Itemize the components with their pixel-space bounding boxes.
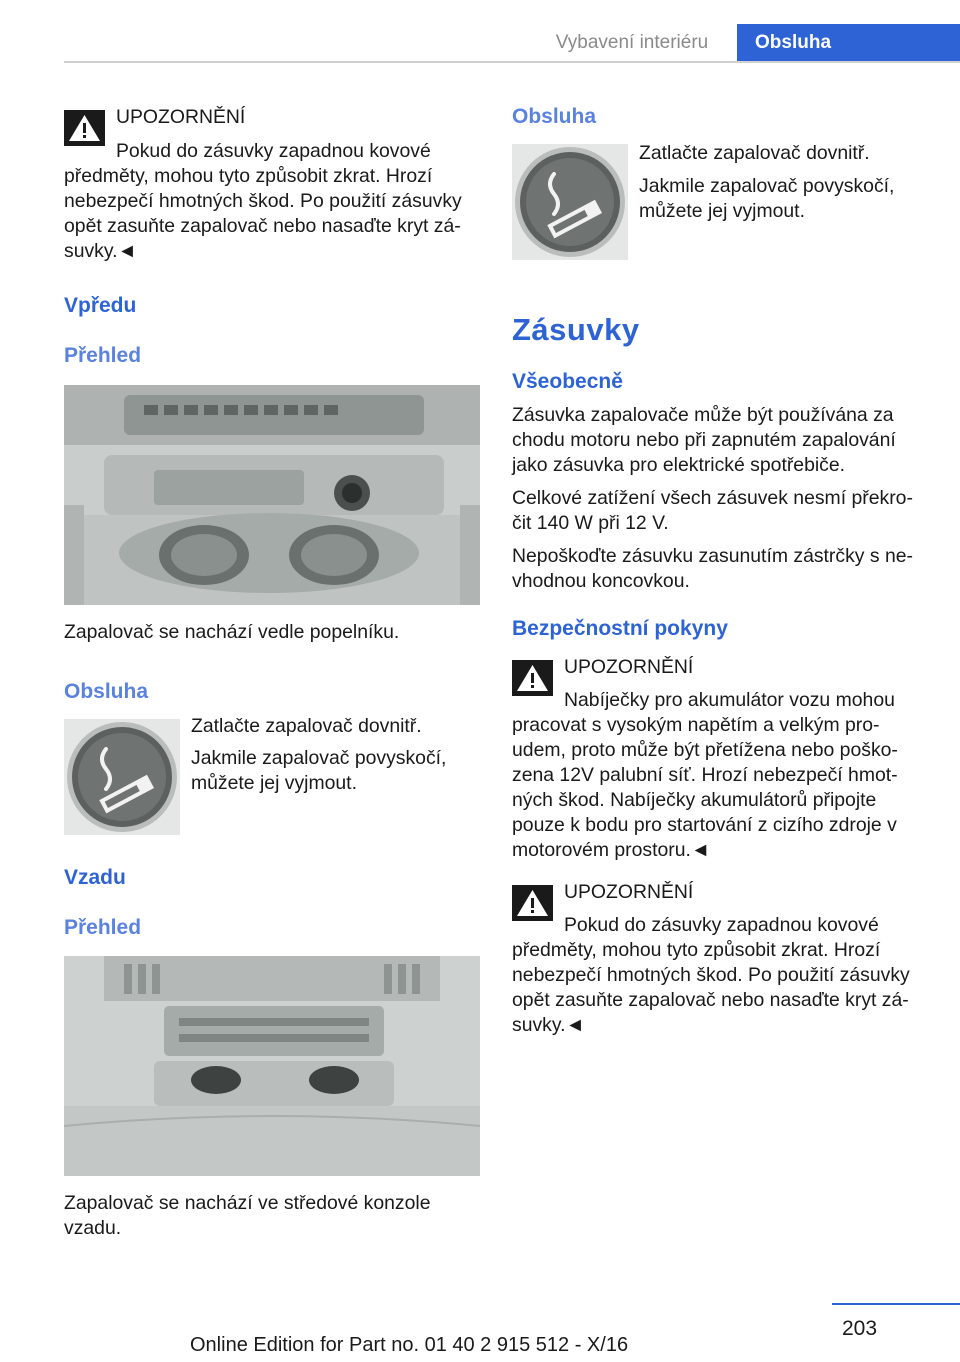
warning-text-line: opět zasuňte zapalovač nebo nasaďte kryt zá‐ [64, 215, 461, 237]
subheading-general: Všeobecně [512, 370, 623, 393]
chapter-heading-sockets: Zásuvky [512, 312, 640, 347]
subheading-operation-front: Obsluha [64, 680, 149, 703]
warning-text-line: Pokud do zásuvky zapadnou kovové [564, 914, 879, 936]
rear-console-photo [64, 956, 480, 1176]
front-console-photo [64, 385, 480, 605]
body-text-line: Nepoškoďte zásuvku zasunutím zástrčky s ne‐ [512, 545, 913, 567]
warning-text-line: opět zasuňte zapalovač nebo nasaďte kryt zá‐ [512, 989, 909, 1011]
subheading-overview-rear: Přehled [64, 916, 142, 939]
operation-text-line: Zatlačte zapalovač dovnitř. [191, 715, 422, 737]
warning-text-line: ných škod. Nabíječky akumulátorů připojte [512, 789, 877, 811]
section-heading-front: Vpředu [64, 294, 137, 317]
warning-text-line: předměty, mohou tyto způsobit zkrat. Hrozí [512, 939, 881, 961]
operation-text-line: můžete jej vyjmout. [191, 772, 357, 794]
warning-title: UPOZORNĚNÍ [116, 106, 246, 128]
warning-title: UPOZORNĚNÍ [564, 881, 694, 903]
rear-photo-caption: vzadu. [64, 1217, 122, 1239]
body-text-line: vhodnou koncovkou. [512, 570, 690, 592]
body-text-line: Zásuvka zapalovače může být používána za [512, 404, 894, 426]
section-heading-rear: Vzadu [64, 866, 126, 889]
operation-text-line: můžete jej vyjmout. [639, 200, 805, 222]
warning-text-line: motorovém prostoru.◄ [512, 839, 711, 861]
warning-icon [512, 660, 553, 696]
warning-text-line: zena 12V palubní síť. Hrozí nebezpečí hmot‐ [512, 764, 898, 786]
warning-text-line: suvky.◄ [64, 240, 137, 262]
warning-text-line: pracovat s vysokým napětím a velkým pro‐ [512, 714, 880, 736]
subheading-operation-rear: Obsluha [512, 105, 597, 128]
warning-icon [64, 110, 105, 146]
body-text-line: jako zásuvka pro elektrické spotřebiče. [512, 454, 846, 476]
warning-text-line: Nabíječky pro akumulátor vozu mohou [564, 689, 895, 711]
warning-text-line: suvky.◄ [512, 1014, 585, 1036]
front-photo-caption: Zapalovač se nachází vedle popelníku. [64, 621, 400, 643]
body-text-line: Celkové zatížení všech zásuvek nesmí překro‐ [512, 487, 913, 509]
warning-title: UPOZORNĚNÍ [564, 656, 694, 678]
operation-text-line: Jakmile zapalovač povyskočí, [639, 175, 895, 197]
operation-text-line: Jakmile zapalovač povyskočí, [191, 747, 447, 769]
cigarette-lighter-icon [64, 719, 180, 835]
warning-icon [512, 885, 553, 921]
body-text-line: čit 140 W při 12 V. [512, 512, 669, 534]
warning-text-line: pouze k bodu pro startování z cizího zdroje v [512, 814, 897, 836]
warning-text-line: Pokud do zásuvky zapadnou kovové [116, 140, 431, 162]
cigarette-lighter-icon [512, 144, 628, 260]
page-number: 203 [842, 1317, 878, 1340]
warning-text-line: nebezpečí hmotných škod. Po použití zásuvky [512, 964, 910, 986]
warning-text-line: předměty, mohou tyto způsobit zkrat. Hrozí [64, 165, 433, 187]
footer-divider [832, 1303, 960, 1305]
operation-text-line: Zatlačte zapalovač dovnitř. [639, 142, 870, 164]
edition-footer: Online Edition for Part no. 01 40 2 915 512 - X/16 [190, 1334, 629, 1356]
warning-text-line: udem, proto může být přetížena nebo poško‐ [512, 739, 898, 761]
header-divider [64, 61, 960, 63]
header-chapter-tab: Obsluha [737, 24, 960, 62]
rear-photo-caption: Zapalovač se nachází ve středové konzole [64, 1192, 431, 1214]
subheading-overview-front: Přehled [64, 344, 142, 367]
body-text-line: chodu motoru nebo při zapnutém zapalování [512, 429, 896, 451]
warning-text-line: nebezpečí hmotných škod. Po použití zásuvky [64, 190, 462, 212]
subheading-safety: Bezpečnostní pokyny [512, 617, 728, 640]
header-section-tab: Vybavení interiéru [555, 32, 709, 53]
